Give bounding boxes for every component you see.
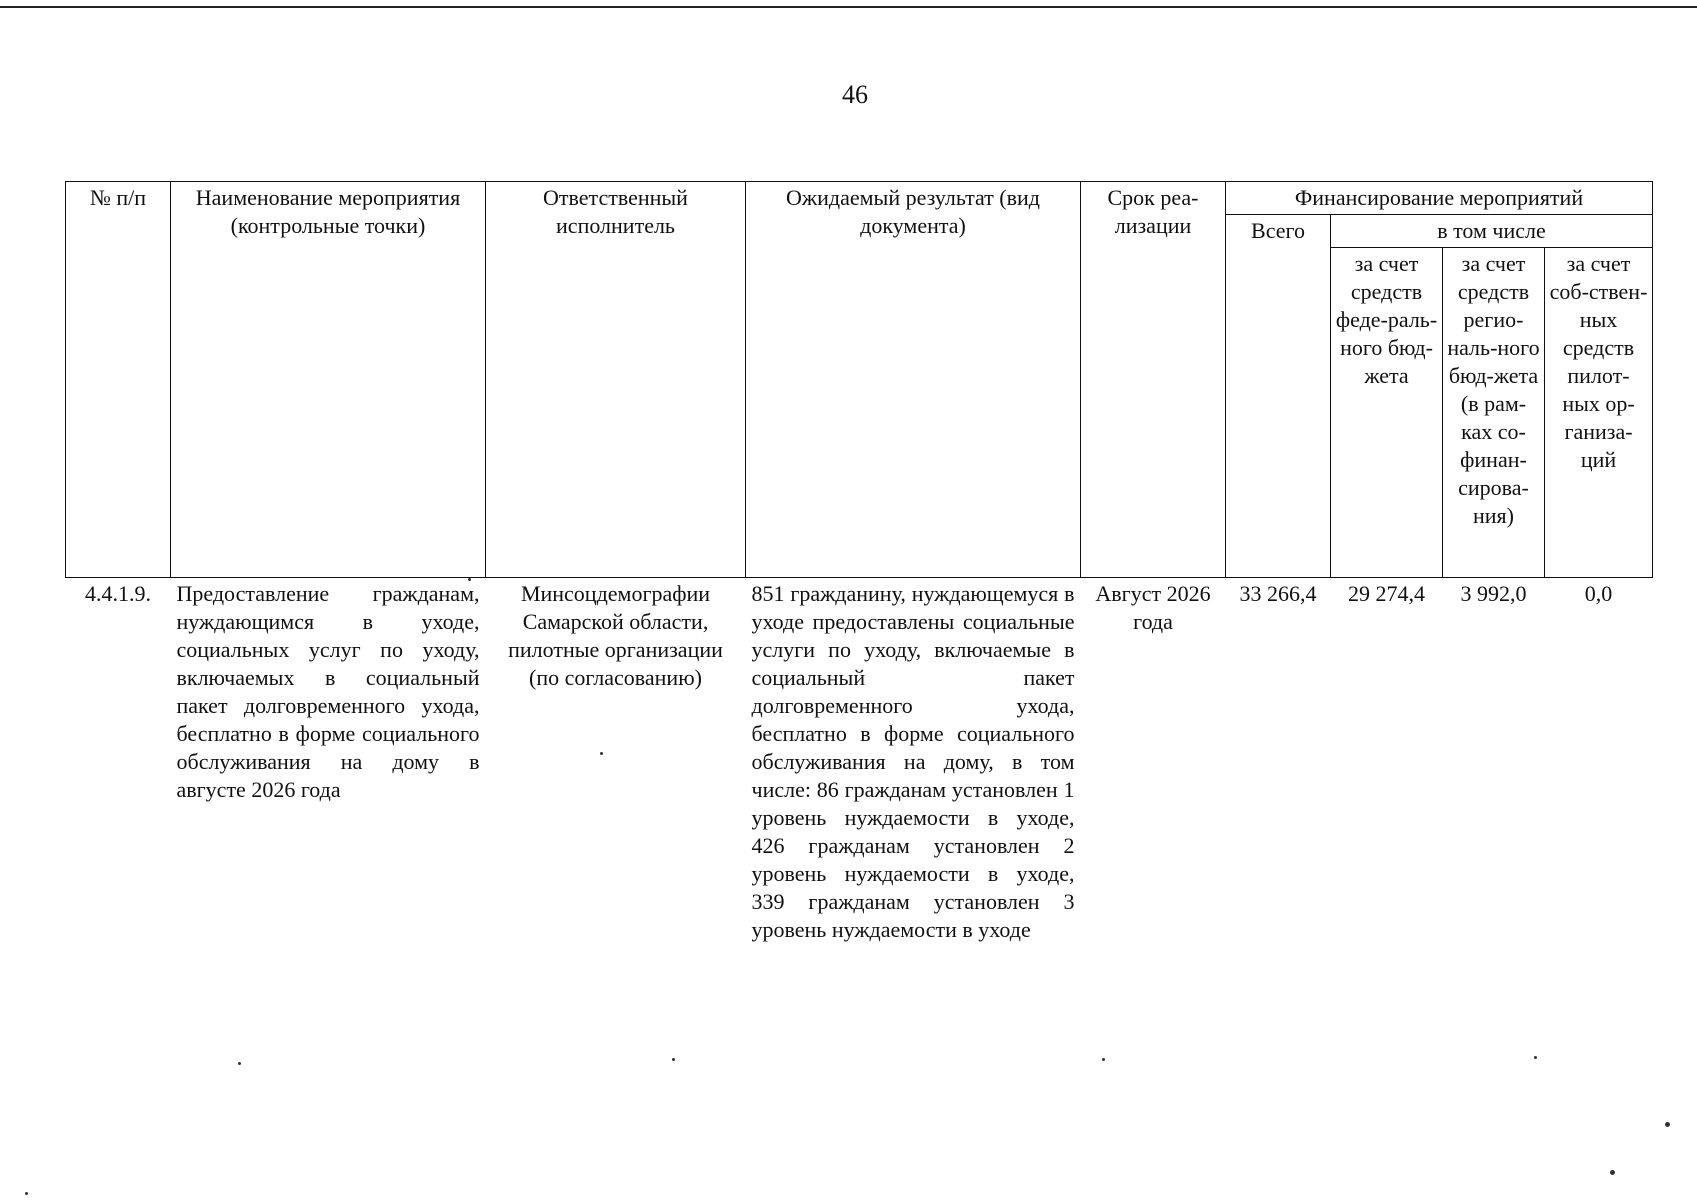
scan-speck <box>1610 1170 1615 1175</box>
cell-num: 4.4.1.9. <box>85 581 151 606</box>
header-own: за счет соб-ствен-ных средств пилот-ных ор-ганиза-ций <box>1545 248 1653 578</box>
header-responsible: Ответственный исполнитель <box>486 182 746 578</box>
cell-result: 851 гражданину, нуждающемуся в уходе предоставлены социальные услуги по уходу, включаемые в социальный пакет долговременного ухода, бесплатно в форме социального обслуживания на дому, в том числе: 86 гражданам установлен 1 уровень нуждаемости в уходе, 426 гражданам установлен 2 уровень нуждаемости в уходе, 339 гражданам установлен 3 уровень нуждаемости в уходе <box>751 581 1075 942</box>
table-body <box>66 578 1653 947</box>
scan-speck <box>672 1058 675 1061</box>
header-total: Всего <box>1226 215 1331 578</box>
scan-speck <box>1665 1122 1670 1127</box>
header-result: Ожидаемый результат (вид документа) <box>746 182 1081 578</box>
scan-speck <box>600 752 603 755</box>
header-name: Наименование мероприятия (контрольные точки) <box>171 182 486 578</box>
header-financing: Финансирование мероприятий <box>1226 182 1653 215</box>
cell-responsible: Минсоцдемографии Самарской области, пилотные организации (по согласованию) <box>508 581 723 690</box>
scan-speck <box>25 1192 28 1195</box>
page-number: 46 <box>842 80 868 109</box>
scan-top-edge <box>0 6 1697 8</box>
cell-total: 33 266,4 <box>1239 581 1317 606</box>
header-including: в том числе <box>1331 215 1653 248</box>
cell-regional: 3 992,0 <box>1460 581 1527 606</box>
cell-name: Предоставление гражданам, нуждающимся в уходе, социальных услуг по уходу, включаемых в социальный пакет долговременного ухода, бесплатно в форме социального обслуживания на дому в августе 2026 года <box>176 581 480 802</box>
cell-federal: 29 274,4 <box>1348 581 1425 606</box>
header-federal: за счет средств феде-раль-ного бюд-жета <box>1331 248 1443 578</box>
header-num: № п/п <box>66 182 171 578</box>
scan-speck <box>1534 1056 1537 1059</box>
measures-table <box>65 181 1653 946</box>
scan-speck <box>1102 1058 1105 1061</box>
scan-speck <box>468 578 471 581</box>
header-regional: за счет средств регио-наль-ного бюд-жета (в рам-ках со-финан-сирова-ния) <box>1443 248 1545 578</box>
cell-term: Август 2026 года <box>1095 581 1211 634</box>
scan-speck <box>238 1062 241 1065</box>
cell-own: 0,0 <box>1584 581 1613 606</box>
table-header <box>66 182 1653 578</box>
table-row <box>66 578 1653 947</box>
header-term: Срок реа-лизации <box>1081 182 1226 578</box>
